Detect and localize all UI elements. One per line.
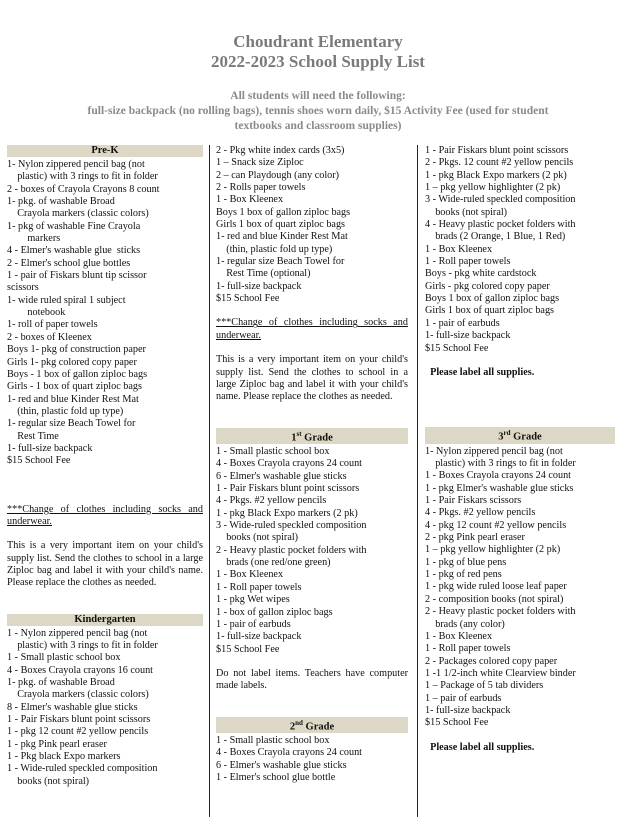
supply-item: 1 - pkg of red pens (425, 569, 502, 581)
supply-item: 2 - pkg Pink pearl eraser (425, 532, 525, 544)
spacer (425, 379, 615, 391)
supply-item: brads (any color) (425, 618, 505, 630)
supply-item: 4 - Boxes Crayola crayons 24 count (216, 458, 362, 470)
supply-item: $15 School Fee (425, 717, 489, 729)
supply-item: 2 - boxes of Crayola Crayons 8 count (7, 183, 160, 195)
supply-item: $15 School Fee (425, 342, 489, 354)
supply-item: Rest Time (optional) (216, 268, 311, 280)
note-paragraph: Do not label items. Teachers have computer made labels. (216, 667, 408, 692)
spacer (7, 590, 203, 602)
supply-item: 4 - Pkgs. #2 yellow pencils (425, 507, 536, 519)
spacer (216, 305, 408, 317)
supply-item: 1 - pkg Black Expo markers (2 pk) (216, 507, 358, 519)
supply-item: scissors (7, 282, 39, 294)
supply-item: $15 School Fee (216, 293, 280, 305)
supply-item: 4 - Heavy plastic pocket folders with (425, 219, 576, 231)
supply-item: 1 - box of gallon ziploc bags (216, 606, 333, 618)
supply-item: 1- full-size backpack (216, 280, 302, 292)
note-paragraph: This is a very important item on your child's supply list. Send the clothes to school in a large Ziploc bag and label it with your child's name. Please replace the clothes as needed. (216, 354, 408, 403)
supply-item: brads (2 Orange, 1 Blue, 1 Red) (425, 231, 566, 243)
supply-item: 2 - composition books (not spiral) (425, 593, 564, 605)
spacer (425, 415, 615, 427)
supply-item: 1- roll of paper towels (7, 319, 98, 331)
supply-item: plastic) with 3 rings to fit in folder (7, 640, 158, 651)
supply-item: 1- Nylon zippered pencil bag (not (425, 445, 563, 457)
supply-item: 1 - Roll paper towels (216, 581, 302, 593)
column-kindergarten-first-second (216, 145, 408, 784)
grade-header: Pre-K (7, 145, 203, 157)
supply-item: Boys 1 box of gallon ziploc bags (425, 293, 560, 305)
spacer (216, 705, 408, 717)
supply-item: 1- Nylon zippered pencil bag (not (7, 159, 145, 170)
spacer (7, 468, 203, 480)
spacer (425, 730, 615, 742)
supply-item: 1 - Small plastic school box (216, 446, 330, 458)
supply-item: 4 - Boxes Crayola crayons 16 count (7, 664, 153, 676)
supply-item: 1 - pkg Elmer's washable glue sticks (425, 482, 574, 494)
supply-item: 6 - Elmer's washable glue sticks (216, 470, 347, 482)
supply-item: 1 – Snack size Ziploc (216, 157, 304, 169)
supply-item: 1 - pkg Wet wipes (216, 594, 290, 606)
supply-item: 1 - Wide-ruled speckled composition (7, 763, 158, 775)
supply-item: 1 - pair of earbuds (216, 618, 291, 630)
supply-item: 1- full-size backpack (425, 330, 511, 342)
supply-item: 1 – pair of earbuds (425, 692, 502, 704)
supply-item: 1- regular size Beach Towel for (216, 256, 345, 268)
note-paragraph: This is a very important item on your child's supply list. Send the clothes to school in a large Ziploc bag and label it with your child's name. Please replace the clothes as needed. (7, 540, 203, 589)
supply-item: 1 - pair of earbuds (425, 317, 500, 329)
supply-item: 1 - pkg of blue pens (425, 556, 507, 568)
supply-item: 2 - Rolls paper towels (216, 182, 306, 194)
label-reminder: Please label all supplies. (425, 366, 535, 378)
supply-item: 1- full-size backpack (7, 442, 93, 454)
supply-item: 4 - pkg 12 count #2 yellow pencils (425, 519, 567, 531)
supply-item: $15 School Fee (7, 455, 71, 467)
note-paragraph: ***Change of clothes including socks and underwear. (7, 503, 203, 527)
school-name: Choudrant Elementary (233, 32, 403, 51)
general-requirements (20, 89, 616, 134)
supply-item: 1 - pkg Pink pearl eraser (7, 738, 107, 750)
supply-item: notebook (7, 307, 66, 319)
supply-item: 1 - Nylon zippered pencil bag (not (7, 627, 148, 639)
supply-item: 2 - Heavy plastic pocket folders with (216, 544, 367, 556)
supply-item: 2 - Pkg white index cards (3x5) (216, 145, 345, 156)
column-second-third (425, 145, 615, 754)
supply-item: 1 - Roll paper towels (425, 256, 511, 268)
supply-item: 2 - Elmer's school glue bottles (7, 257, 131, 269)
requirements-heading: All students will need the following: (230, 90, 406, 102)
grade-header: 1st Grade (216, 428, 408, 445)
spacer (425, 403, 615, 415)
supply-item: Boys 1 box of gallon ziploc bags (216, 206, 351, 218)
supply-item: 2 - boxes of Kleenex (7, 331, 92, 343)
column-prek-kindergarten (7, 145, 203, 788)
supply-item: 1 - pair of Fiskars blunt tip scissor (7, 270, 147, 282)
spacer (216, 656, 408, 668)
supply-item: 1 - Pair Fiskars blunt point scissors (425, 145, 569, 156)
supply-item: Girls 1 box of quart ziploc bags (425, 305, 555, 317)
supply-item: markers (7, 233, 61, 245)
grade-header: 3rd Grade (425, 427, 615, 444)
spacer (216, 404, 408, 416)
supply-item: brads (one red/one green) (216, 557, 331, 569)
supply-item: books (not spiral) (425, 206, 508, 218)
supply-item: Boys - pkg white cardstock (425, 268, 537, 280)
supply-item: 1 - Pair Fiskars scissors (425, 495, 522, 507)
supply-item: plastic) with 3 rings to fit in folder (425, 458, 576, 470)
supply-item: 1- regular size Beach Towel for (7, 418, 136, 430)
supply-item: 1 - Small plastic school box (7, 652, 121, 664)
supply-item: 1 - Roll paper towels (425, 643, 511, 655)
spacer (7, 480, 203, 492)
supply-item: 3 - Wide-ruled speckled composition (425, 194, 576, 206)
supply-item: 2 - Packages colored copy paper (425, 655, 558, 667)
supply-item: (thin, plastic fold up type) (216, 243, 333, 255)
supply-item: books (not spiral) (216, 532, 299, 544)
supply-item: 1 - Box Kleenex (425, 243, 493, 255)
column-divider (417, 145, 418, 817)
supply-item: 4 - Elmer's washable glue sticks (7, 245, 141, 257)
supply-item: 1 - Small plastic school box (216, 735, 330, 747)
supply-item: 4 - Pkgs. #2 yellow pencils (216, 495, 327, 507)
supply-item: 1 -1 1/2-inch white Clearview binder (425, 667, 576, 679)
supply-item: 1 – pkg yellow highlighter (2 pk) (425, 544, 561, 556)
supply-item: 1 - Boxes Crayola crayons 24 count (425, 470, 571, 482)
spacer (7, 528, 203, 540)
supply-item: 1- wide ruled spiral 1 subject (7, 294, 126, 306)
supply-item: Boys - 1 box of gallon ziploc bags (7, 368, 148, 380)
supply-item: 1- full-size backpack (216, 631, 302, 643)
supply-item: 3 - Wide-ruled speckled composition (216, 520, 367, 532)
supply-item: Girls - 1 box of quart ziploc bags (7, 381, 142, 393)
supply-item: Girls 1 box of quart ziploc bags (216, 219, 346, 231)
supply-item: 1- red and blue Kinder Rest Mat (7, 393, 139, 405)
list-title: 2022-2023 School Supply List (211, 52, 425, 71)
supply-item: 1- pkg of washable Fine Crayola (7, 220, 141, 232)
requirements-line: full-size backpack (no rolling bags), tennis shoes worn daily, $15 Activity Fee (used for student (87, 105, 549, 117)
supply-item: 2 - Pkgs. 12 count #2 yellow pencils (425, 157, 574, 169)
supply-item: 2 - Heavy plastic pocket folders with (425, 606, 576, 618)
supply-item: 1- pkg. of washable Broad (7, 196, 115, 208)
supply-item: 1- pkg. of washable Broad (7, 677, 115, 689)
supply-item: Girls 1- pkg colored copy paper (7, 356, 137, 368)
supply-item: 1 - Pair Fiskars blunt point scissors (7, 714, 151, 726)
supply-item: 1 - Pkg black Expo markers (7, 751, 121, 763)
supply-item: (thin, plastic fold up type) (7, 405, 124, 417)
supply-item: Crayola markers (classic colors) (7, 208, 149, 220)
supply-item: 6 - Elmer's washable glue sticks (216, 759, 347, 771)
supply-item: 4 - Boxes Crayola crayons 24 count (216, 747, 362, 759)
supply-item: Rest Time (7, 430, 59, 442)
supply-item: Girls - pkg colored copy paper (425, 280, 550, 292)
supply-item: 1 - pkg 12 count #2 yellow pencils (7, 726, 149, 738)
supply-item: 2 – can Playdough (any color) (216, 169, 340, 181)
spacer (216, 416, 408, 428)
label-reminder: Please label all supplies. (425, 741, 535, 753)
supply-item: plastic) with 3 rings to fit in folder (7, 171, 158, 183)
supply-item: Crayola markers (classic colors) (7, 689, 149, 701)
note-paragraph: ***Change of clothes including socks and underwear. (216, 317, 408, 341)
spacer (216, 342, 408, 354)
spacer (425, 355, 615, 367)
spacer (216, 693, 408, 705)
supply-item: 1 - Box Kleenex (216, 194, 284, 206)
supply-item: books (not spiral) (7, 775, 90, 787)
supply-item: 1- red and blue Kinder Rest Mat (216, 231, 348, 243)
spacer (7, 492, 203, 504)
supply-item: 1 – Package of 5 tab dividers (425, 680, 544, 692)
supply-item: 1 - Box Kleenex (425, 630, 493, 642)
column-divider (209, 145, 210, 817)
supply-item: Boys 1- pkg of construction paper (7, 344, 146, 356)
supply-item: 1 – pkg yellow highlighter (2 pk) (425, 182, 561, 194)
grade-header: 2nd Grade (216, 717, 408, 734)
supply-item: 1- full-size backpack (425, 704, 511, 716)
requirements-line: textbooks and classroom supplies) (234, 120, 402, 132)
grade-header: Kindergarten (7, 614, 203, 626)
supply-item: $15 School Fee (216, 643, 280, 655)
spacer (425, 391, 615, 403)
supply-item: 1 - Pair Fiskars blunt point scissors (216, 483, 360, 495)
supply-item: 1 - Elmer's school glue bottle (216, 772, 336, 784)
supply-item: 1 - Box Kleenex (216, 569, 284, 581)
supply-item: 1 - pkg wide ruled loose leaf paper (425, 581, 567, 593)
spacer (7, 602, 203, 614)
supply-item: 1 - pkg Black Expo markers (2 pk) (425, 169, 567, 181)
supply-item: 8 - Elmer's washable glue sticks (7, 701, 138, 713)
